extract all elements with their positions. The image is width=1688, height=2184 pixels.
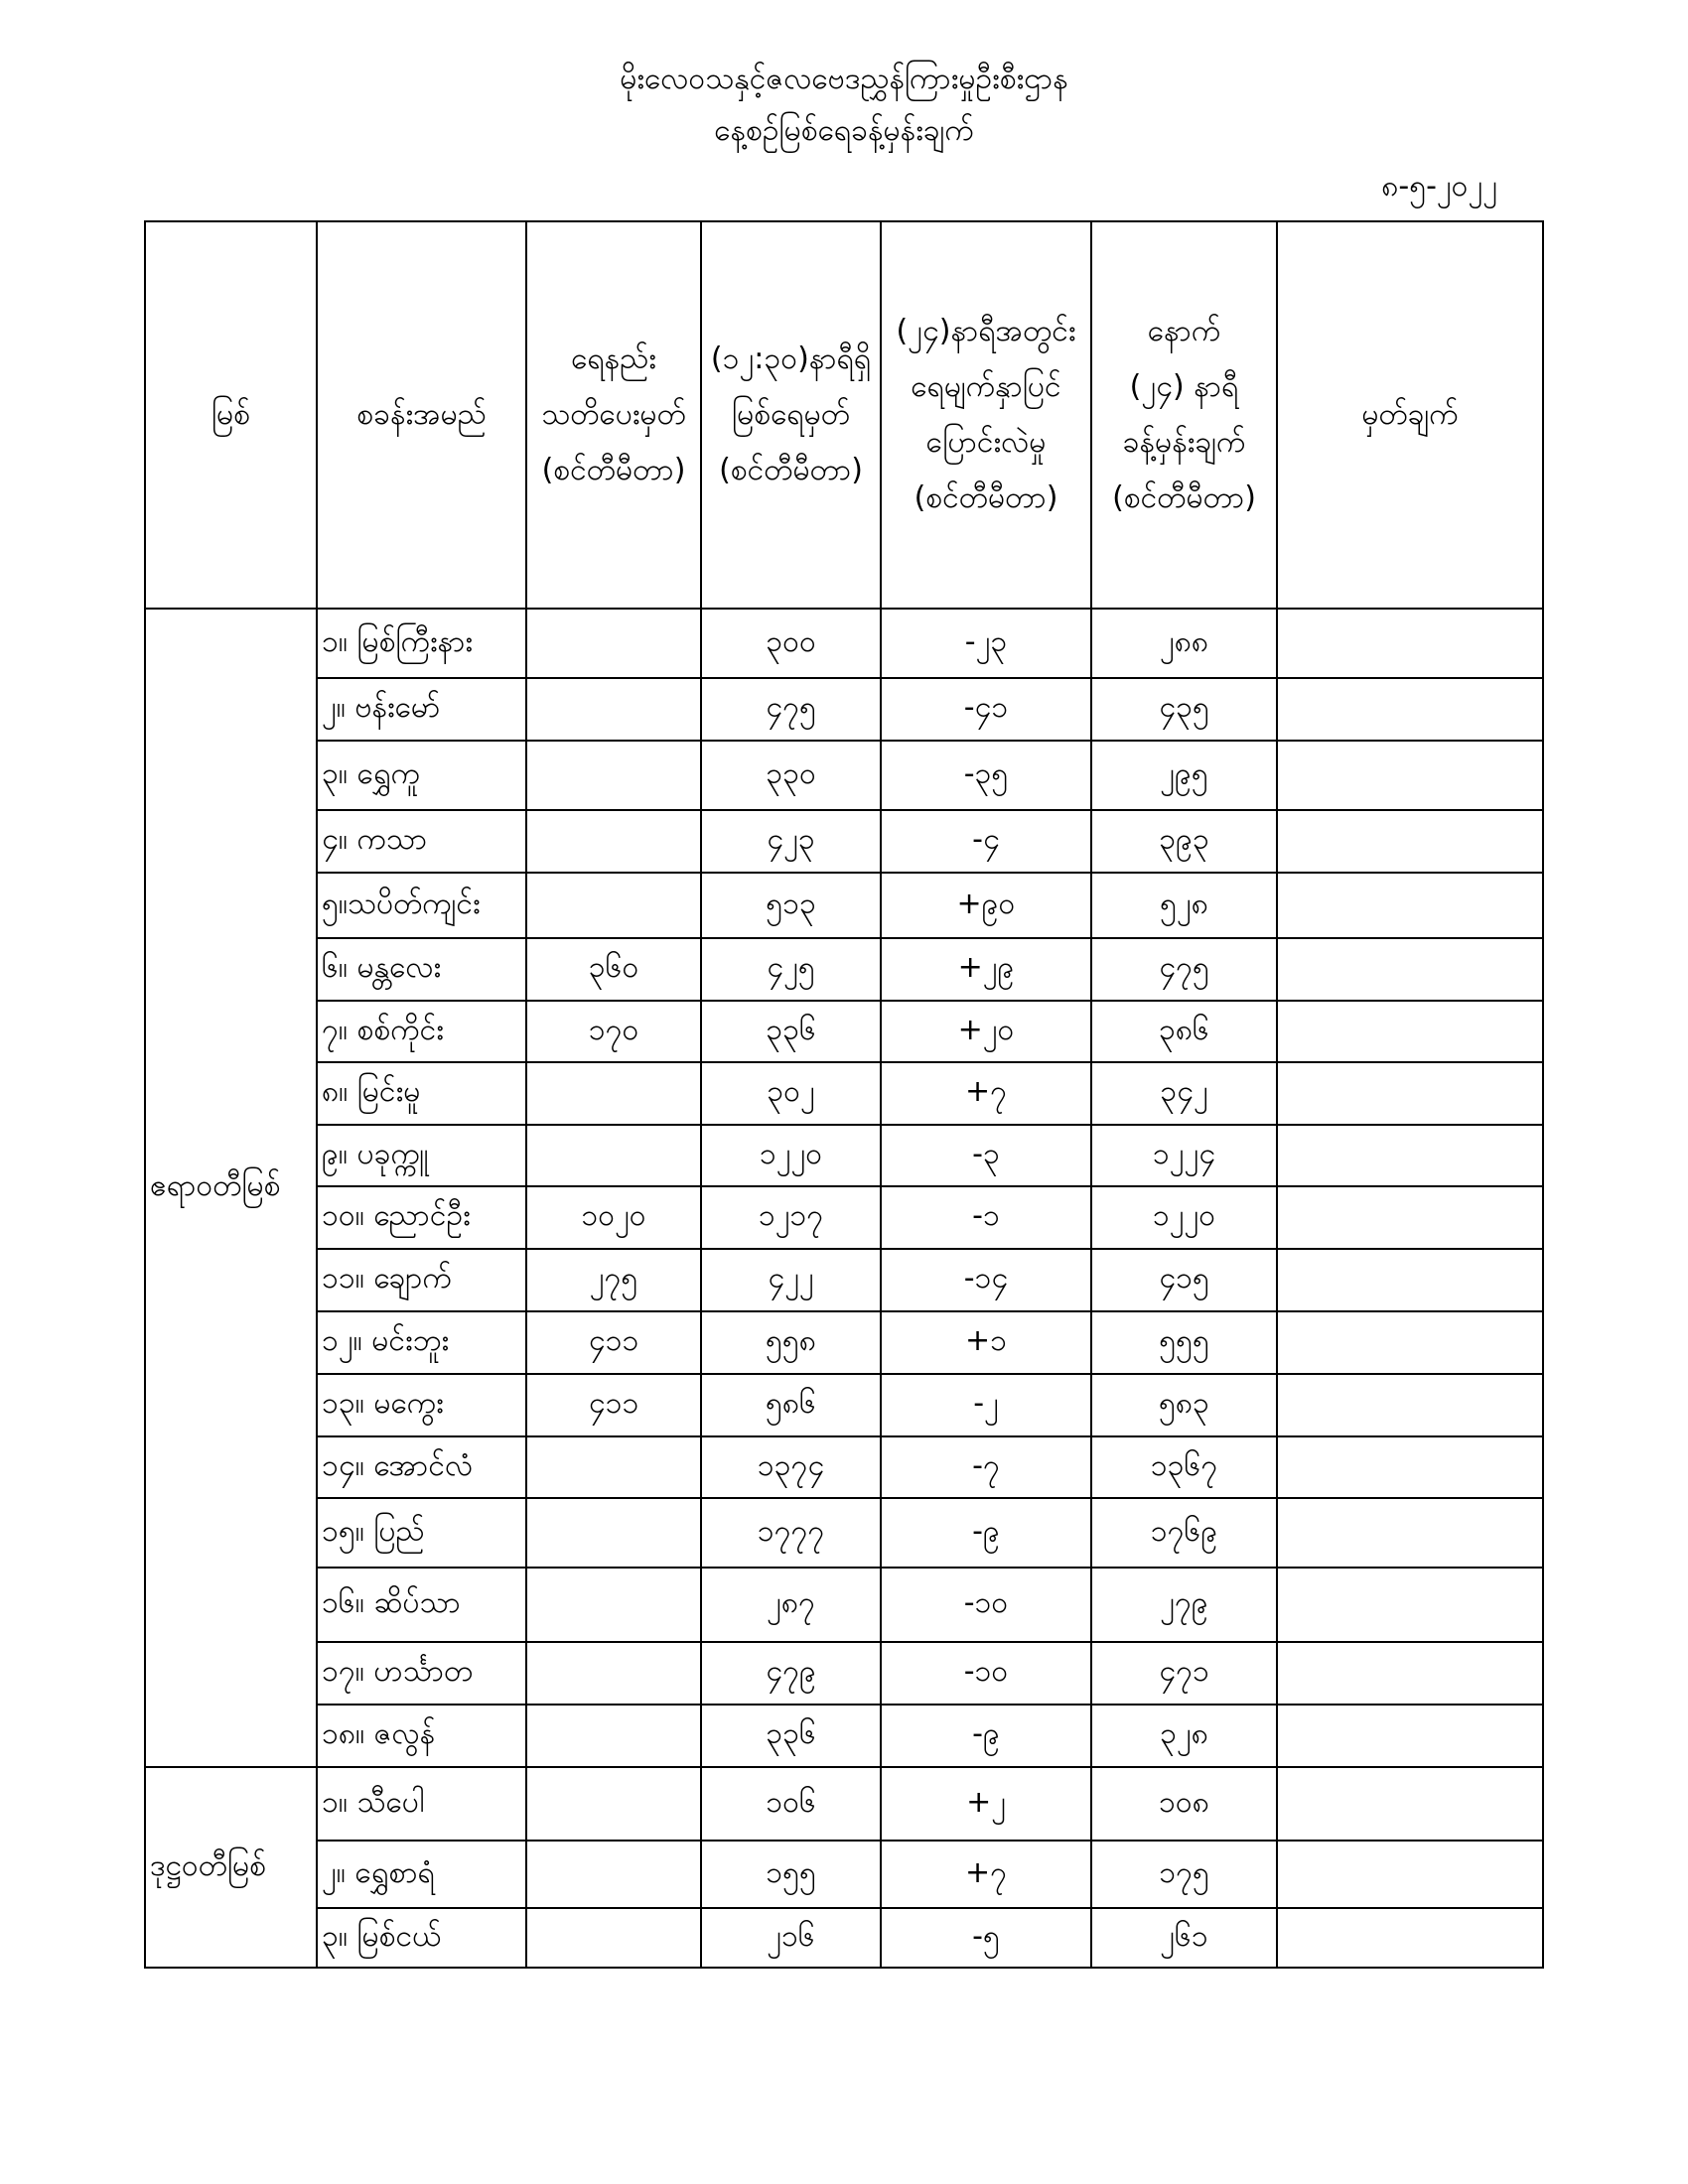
warning-level-cell: [526, 1568, 701, 1642]
river-name: ဒုဋ္ဌဝတီမြစ်: [145, 1767, 317, 1968]
forecast-cell: ၄၇၅: [1091, 938, 1277, 1001]
level-change-cell: -၄: [881, 810, 1091, 873]
remark-cell: [1277, 810, 1543, 873]
table-row: [145, 1436, 1543, 1498]
level-change-cell: -၁၄: [881, 1249, 1091, 1311]
water-level-cell: ၃၃၀: [701, 741, 881, 810]
level-change-cell: +၂၀: [881, 1001, 1091, 1062]
forecast-cell: ၂၉၅: [1091, 741, 1277, 810]
table-row: [145, 938, 1543, 1001]
forecast-cell: ၁၇၅: [1091, 1841, 1277, 1908]
remark-cell: [1277, 1001, 1543, 1062]
header-24h-change: (၂၄)နာရီအတွင်း ရေမျက်နှာပြင် ပြောင်းလဲမှု (စင်တီမီတာ): [881, 221, 1091, 609]
water-level-cell: ၁၅၅: [701, 1841, 881, 1908]
level-change-cell: +၁: [881, 1311, 1091, 1374]
remark-cell: [1277, 1767, 1543, 1841]
table-row: [145, 1001, 1543, 1062]
warning-level-cell: [526, 810, 701, 873]
level-change-cell: -၉: [881, 1705, 1091, 1767]
river-name: ဧရာဝတီမြစ်: [145, 609, 317, 1767]
warning-level-cell: [526, 678, 701, 741]
station-name: ၄။ ကသာ: [317, 810, 526, 873]
warning-level-cell: [526, 1125, 701, 1186]
table-row: [145, 609, 1543, 678]
level-change-cell: -၁၀: [881, 1568, 1091, 1642]
level-change-cell: +၇: [881, 1062, 1091, 1125]
forecast-cell: ၅၈၃: [1091, 1374, 1277, 1436]
department-title: မိုးလေဝသနှင့်ဇလဗေဒညွှန်ကြားမှုဦးစီးဌာန: [620, 62, 1068, 96]
water-level-cell: ၅၁၃: [701, 873, 881, 938]
warning-level-cell: ၁၀၂၀: [526, 1186, 701, 1249]
remark-cell: [1277, 1436, 1543, 1498]
station-name: ၃။ မြစ်ငယ်: [317, 1908, 526, 1968]
station-name: ၈။ မြင်းမူ: [317, 1062, 526, 1125]
forecast-cell: ၁၂၂၀: [1091, 1186, 1277, 1249]
water-level-cell: ၄၇၅: [701, 678, 881, 741]
table-row: [145, 1841, 1543, 1908]
remark-cell: [1277, 1498, 1543, 1568]
water-level-cell: ၄၂၃: [701, 810, 881, 873]
level-change-cell: -၃: [881, 1125, 1091, 1186]
forecast-cell: ၂၈၈: [1091, 609, 1277, 678]
remark-cell: [1277, 609, 1543, 678]
remark-cell: [1277, 1311, 1543, 1374]
table-row: [145, 1374, 1543, 1436]
table-row: [145, 1908, 1543, 1968]
level-change-cell: -၁၀: [881, 1642, 1091, 1705]
station-name: ၁၃။ မကွေး: [317, 1374, 526, 1436]
station-name: ၅။သပိတ်ကျင်း: [317, 873, 526, 938]
table-row: [145, 1311, 1543, 1374]
water-level-cell: ၄၇၉: [701, 1642, 881, 1705]
station-name: ၁၀။ ညောင်ဦး: [317, 1186, 526, 1249]
warning-level-cell: ၁၇၀: [526, 1001, 701, 1062]
forecast-cell: ၄၁၅: [1091, 1249, 1277, 1311]
water-level-cell: ၁၂၁၇: [701, 1186, 881, 1249]
table-row: [145, 1186, 1543, 1249]
remark-cell: [1277, 1642, 1543, 1705]
warning-level-cell: ၄၁၁: [526, 1374, 701, 1436]
remark-cell: [1277, 1062, 1543, 1125]
station-name: ၁၄။ အောင်လံ: [317, 1436, 526, 1498]
header-station: စခန်းအမည်: [317, 221, 526, 609]
station-name: ၃။ ရွှေကူ: [317, 741, 526, 810]
water-level-cell: ၃၀၂: [701, 1062, 881, 1125]
header-remarks: မှတ်ချက်: [1277, 221, 1543, 609]
level-change-cell: -၁: [881, 1186, 1091, 1249]
table-row: [145, 1062, 1543, 1125]
header-river: မြစ်: [145, 221, 317, 609]
table-row: [145, 1125, 1543, 1186]
forecast-cell: ၅၂၈: [1091, 873, 1277, 938]
water-level-cell: ၅၈၆: [701, 1374, 881, 1436]
table-row: [145, 1642, 1543, 1705]
table-row: [145, 1767, 1543, 1841]
station-name: ၁၈။ ဇလွန်: [317, 1705, 526, 1767]
forecast-cell: ၂၆၁: [1091, 1908, 1277, 1968]
table-body: [145, 609, 1543, 1968]
table-row: [145, 1498, 1543, 1568]
station-name: ၁၇။ ဟင်္သာတ: [317, 1642, 526, 1705]
water-level-cell: ၃၀၀: [701, 609, 881, 678]
header-row: [145, 221, 1543, 609]
report-title: နေ့စဉ်မြစ်ရေခန့်မှန်းချက်: [714, 113, 974, 148]
forecast-cell: ၁၂၂၄: [1091, 1125, 1277, 1186]
forecast-cell: ၃၉၃: [1091, 810, 1277, 873]
river-forecast-table: [144, 220, 1544, 1969]
remark-cell: [1277, 1374, 1543, 1436]
forecast-cell: ၃၄၂: [1091, 1062, 1277, 1125]
level-change-cell: -၂၃: [881, 609, 1091, 678]
remark-cell: [1277, 1568, 1543, 1642]
warning-level-cell: [526, 1436, 701, 1498]
remark-cell: [1277, 1705, 1543, 1767]
warning-level-cell: [526, 609, 701, 678]
header-water-level: (၁၂:၃၀)နာရီရှိ မြစ်ရေမှတ် (စင်တီမီတာ): [701, 221, 881, 609]
station-name: ၁၅။ ပြည်: [317, 1498, 526, 1568]
level-change-cell: +၇: [881, 1841, 1091, 1908]
remark-cell: [1277, 741, 1543, 810]
remark-cell: [1277, 938, 1543, 1001]
warning-level-cell: [526, 1908, 701, 1968]
station-name: ၁၆။ ဆိပ်သာ: [317, 1568, 526, 1642]
level-change-cell: -၄၁: [881, 678, 1091, 741]
table-row: [145, 1249, 1543, 1311]
header-warning-level: ရေနည်း သတိပေးမှတ် (စင်တီမီတာ): [526, 221, 701, 609]
water-level-cell: ၄၂၂: [701, 1249, 881, 1311]
report-date: ၈-၅-၂၀၂၂: [1381, 169, 1497, 204]
warning-level-cell: ၄၁၁: [526, 1311, 701, 1374]
warning-level-cell: [526, 1767, 701, 1841]
station-name: ၁၁။ ချောက်: [317, 1249, 526, 1311]
level-change-cell: +၉၀: [881, 873, 1091, 938]
forecast-cell: ၃၂၈: [1091, 1705, 1277, 1767]
water-level-cell: ၂၈၇: [701, 1568, 881, 1642]
level-change-cell: -၇: [881, 1436, 1091, 1498]
warning-level-cell: [526, 1642, 701, 1705]
warning-level-cell: [526, 741, 701, 810]
table-row: [145, 1568, 1543, 1642]
warning-level-cell: ၂၇၅: [526, 1249, 701, 1311]
station-name: ၂။ ဗန်းမော်: [317, 678, 526, 741]
warning-level-cell: [526, 1841, 701, 1908]
forecast-cell: ၁၀၈: [1091, 1767, 1277, 1841]
table-row: [145, 1705, 1543, 1767]
water-level-cell: ၁၂၂၀: [701, 1125, 881, 1186]
water-level-cell: ၁၀၆: [701, 1767, 881, 1841]
water-level-cell: ၁၇၇၇: [701, 1498, 881, 1568]
remark-cell: [1277, 1186, 1543, 1249]
level-change-cell: -၂: [881, 1374, 1091, 1436]
water-level-cell: ၄၂၅: [701, 938, 881, 1001]
water-level-cell: ၃၃၆: [701, 1705, 881, 1767]
warning-level-cell: ၃၆၀: [526, 938, 701, 1001]
forecast-cell: ၁၃၆၇: [1091, 1436, 1277, 1498]
table-row: [145, 678, 1543, 741]
level-change-cell: -၃၅: [881, 741, 1091, 810]
remark-cell: [1277, 1908, 1543, 1968]
water-level-cell: ၁၃၇၄: [701, 1436, 881, 1498]
warning-level-cell: [526, 1705, 701, 1767]
forecast-cell: ၄၃၅: [1091, 678, 1277, 741]
warning-level-cell: [526, 873, 701, 938]
table-row: [145, 741, 1543, 810]
remark-cell: [1277, 1125, 1543, 1186]
remark-cell: [1277, 678, 1543, 741]
table-row: [145, 873, 1543, 938]
level-change-cell: +၂: [881, 1767, 1091, 1841]
warning-level-cell: [526, 1498, 701, 1568]
water-level-cell: ၂၁၆: [701, 1908, 881, 1968]
table-row: [145, 810, 1543, 873]
forecast-cell: ၃၈၆: [1091, 1001, 1277, 1062]
level-change-cell: -၉: [881, 1498, 1091, 1568]
forecast-cell: ၅၅၅: [1091, 1311, 1277, 1374]
station-name: ၂။ ရွှေစာရံ: [317, 1841, 526, 1908]
header-forecast: နောက် (၂၄) နာရီ ခန့်မှန်းချက် (စင်တီမီတာ): [1091, 221, 1277, 609]
water-level-cell: ၃၃၆: [701, 1001, 881, 1062]
remark-cell: [1277, 1841, 1543, 1908]
forecast-cell: ၂၇၉: [1091, 1568, 1277, 1642]
remark-cell: [1277, 1249, 1543, 1311]
station-name: ၉။ ပခုက္ကူ: [317, 1125, 526, 1186]
station-name: ၁။ သီပေါ: [317, 1767, 526, 1841]
level-change-cell: +၂၉: [881, 938, 1091, 1001]
remark-cell: [1277, 873, 1543, 938]
station-name: ၇။ စစ်ကိုင်း: [317, 1001, 526, 1062]
forecast-cell: ၁၇၆၉: [1091, 1498, 1277, 1568]
forecast-cell: ၄၇၁: [1091, 1642, 1277, 1705]
station-name: ၁။ မြစ်ကြီးနား: [317, 609, 526, 678]
level-change-cell: -၅: [881, 1908, 1091, 1968]
warning-level-cell: [526, 1062, 701, 1125]
water-level-cell: ၅၅၈: [701, 1311, 881, 1374]
station-name: ၁၂။ မင်းဘူး: [317, 1311, 526, 1374]
station-name: ၆။ မန္တလေး: [317, 938, 526, 1001]
